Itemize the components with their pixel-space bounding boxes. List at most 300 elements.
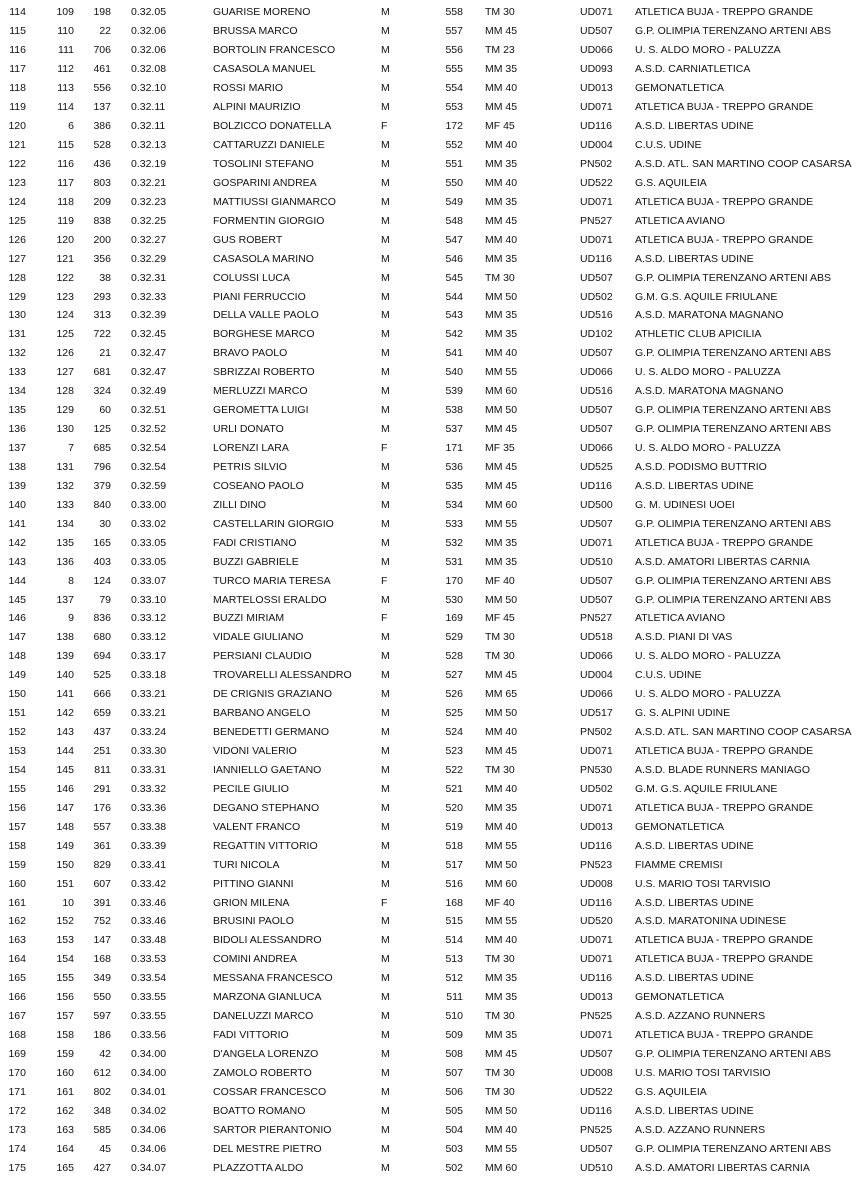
club-name: G.P. OLIMPIA TERENZANO ARTENI ABS — [635, 347, 832, 360]
athlete-name: COSSAR FRANCESCO — [213, 1085, 327, 1098]
bib-number: 22 — [99, 25, 111, 38]
table-row — [0, 514, 860, 533]
bib-number: 200 — [93, 233, 111, 246]
gender-position: 129 — [56, 404, 74, 417]
category: MM 40 — [485, 782, 518, 795]
finish-time: 0.33.00 — [131, 498, 167, 511]
club-code: UD013 — [580, 820, 613, 833]
club-name: G.M. G.S. AQUILE FRIULANE — [635, 782, 778, 795]
finish-time: 0.34.07 — [131, 1161, 167, 1174]
sex: M — [381, 820, 390, 833]
athlete-name: BOATTO ROMANO — [213, 1104, 306, 1117]
club-name: FIAMME CREMISI — [635, 858, 723, 871]
points: 502 — [445, 1161, 463, 1174]
overall-position: 162 — [8, 915, 26, 928]
club-name: U.S. MARIO TOSI TARVISIO — [635, 1066, 771, 1079]
gender-position: 121 — [56, 252, 74, 265]
finish-time: 0.32.27 — [131, 233, 167, 246]
club-code: UD013 — [580, 82, 613, 95]
bib-number: 528 — [93, 139, 111, 152]
club-name: ATHLETIC CLUB APICILIA — [635, 328, 762, 341]
sex: M — [381, 290, 390, 303]
overall-position: 175 — [8, 1161, 26, 1174]
table-row — [0, 742, 860, 761]
category: MM 35 — [485, 972, 518, 985]
table-row — [0, 950, 860, 969]
finish-time: 0.32.21 — [131, 176, 167, 189]
overall-position: 117 — [9, 63, 26, 76]
club-code: UD507 — [580, 1048, 613, 1061]
athlete-name: CASASOLA MARINO — [213, 252, 314, 265]
bib-number: 659 — [93, 707, 111, 720]
athlete-name: D'ANGELA LORENZO — [213, 1048, 319, 1061]
overall-position: 134 — [8, 385, 26, 398]
category: MM 40 — [485, 934, 518, 947]
category: MM 45 — [485, 669, 518, 682]
bib-number: 198 — [93, 6, 111, 19]
gender-position: 149 — [56, 839, 74, 852]
bib-number: 60 — [99, 404, 111, 417]
athlete-name: TURI NICOLA — [213, 858, 280, 871]
athlete-name: GUARISE MORENO — [213, 6, 311, 19]
finish-time: 0.33.41 — [131, 858, 167, 871]
sex: M — [381, 669, 390, 682]
overall-position: 159 — [8, 858, 26, 871]
club-code: UD507 — [580, 404, 613, 417]
overall-position: 126 — [8, 233, 26, 246]
gender-position: 156 — [56, 991, 74, 1004]
gender-position: 111 — [58, 44, 74, 57]
club-code: UD518 — [580, 631, 613, 644]
bib-number: 680 — [93, 631, 111, 644]
bib-number: 125 — [93, 423, 111, 436]
category: TM 30 — [485, 763, 515, 776]
athlete-name: COMINI ANDREA — [213, 953, 298, 966]
gender-position: 125 — [56, 328, 74, 341]
overall-position: 172 — [8, 1104, 26, 1117]
overall-position: 139 — [8, 479, 26, 492]
club-name: A.S.D. AMATORI LIBERTAS CARNIA — [635, 1161, 810, 1174]
finish-time: 0.32.52 — [131, 423, 167, 436]
category: MM 60 — [485, 1161, 518, 1174]
points: 534 — [445, 498, 463, 511]
points: 557 — [445, 25, 463, 38]
points: 521 — [445, 782, 463, 795]
table-row — [0, 590, 860, 609]
club-code: UD116 — [580, 252, 612, 265]
overall-position: 147 — [8, 631, 26, 644]
club-code: UD507 — [580, 271, 613, 284]
finish-time: 0.32.11 — [131, 101, 166, 114]
points: 553 — [445, 101, 463, 114]
overall-position: 118 — [9, 82, 26, 95]
athlete-name: ZILLI DINO — [213, 498, 267, 511]
bib-number: 811 — [94, 763, 111, 776]
overall-position: 167 — [8, 1010, 26, 1023]
category: TM 30 — [485, 1010, 515, 1023]
overall-position: 136 — [8, 423, 26, 436]
finish-time: 0.33.17 — [131, 650, 167, 663]
category: TM 30 — [485, 271, 515, 284]
category: MM 35 — [485, 63, 518, 76]
points: 515 — [445, 915, 463, 928]
table-row — [0, 192, 860, 211]
table-row — [0, 136, 860, 155]
bib-number: 186 — [93, 1029, 111, 1042]
table-row — [0, 685, 860, 704]
overall-position: 123 — [8, 176, 26, 189]
points: 504 — [445, 1123, 463, 1136]
points: 538 — [445, 404, 463, 417]
athlete-name: VALENT FRANCO — [213, 820, 301, 833]
club-code: UD102 — [580, 328, 613, 341]
club-code: UD516 — [580, 309, 613, 322]
category: MM 55 — [485, 915, 518, 928]
club-name: G.P. OLIMPIA TERENZANO ARTENI ABS — [635, 423, 832, 436]
club-code: UD522 — [580, 176, 613, 189]
overall-position: 121 — [8, 139, 26, 152]
club-name: G.S. AQUILEIA — [635, 176, 707, 189]
club-name: A.S.D. LIBERTAS UDINE — [635, 896, 754, 909]
bib-number: 525 — [93, 669, 111, 682]
table-row — [0, 363, 860, 382]
club-code: UD013 — [580, 991, 613, 1004]
gender-position: 164 — [56, 1142, 74, 1155]
club-code: UD071 — [580, 101, 613, 114]
overall-position: 120 — [8, 120, 26, 133]
points: 549 — [445, 195, 463, 208]
finish-time: 0.33.21 — [131, 688, 167, 701]
club-name: ATLETICA AVIANO — [635, 612, 726, 625]
gender-position: 115 — [57, 139, 74, 152]
finish-time: 0.33.05 — [131, 555, 167, 568]
gender-position: 135 — [56, 536, 74, 549]
gender-position: 126 — [56, 347, 74, 360]
overall-position: 156 — [8, 801, 26, 814]
sex: M — [381, 1048, 390, 1061]
gender-position: 10 — [62, 896, 74, 909]
points: 516 — [445, 877, 463, 890]
club-code: UD507 — [580, 517, 613, 530]
gender-position: 109 — [56, 6, 74, 19]
club-code: UD116 — [580, 896, 612, 909]
athlete-name: IANNIELLO GAETANO — [213, 763, 322, 776]
gender-position: 158 — [56, 1029, 74, 1042]
club-name: A.S.D. LIBERTAS UDINE — [635, 1104, 754, 1117]
points: 503 — [445, 1142, 463, 1155]
finish-time: 0.33.07 — [131, 574, 167, 587]
table-row — [0, 533, 860, 552]
points: 507 — [445, 1066, 463, 1079]
sex: M — [381, 63, 390, 76]
sex: F — [381, 574, 388, 587]
points: 532 — [445, 536, 463, 549]
club-name: U.S. MARIO TOSI TARVISIO — [635, 877, 771, 890]
gender-position: 130 — [56, 423, 74, 436]
club-name: ATLETICA BUJA - TREPPO GRANDE — [635, 934, 814, 947]
points: 558 — [445, 6, 463, 19]
table-row — [0, 704, 860, 723]
finish-time: 0.33.30 — [131, 745, 167, 758]
overall-position: 130 — [8, 309, 26, 322]
overall-position: 114 — [9, 6, 26, 19]
points: 509 — [445, 1029, 463, 1042]
overall-position: 155 — [8, 782, 26, 795]
bib-number: 209 — [93, 195, 111, 208]
club-name: U. S. ALDO MORO - PALUZZA — [635, 366, 781, 379]
overall-position: 142 — [8, 536, 26, 549]
club-name: G.P. OLIMPIA TERENZANO ARTENI ABS — [635, 1142, 832, 1155]
category: MM 50 — [485, 707, 518, 720]
points: 546 — [445, 252, 463, 265]
club-name: ATLETICA BUJA - TREPPO GRANDE — [635, 953, 814, 966]
sex: M — [381, 1010, 390, 1023]
category: MM 60 — [485, 877, 518, 890]
points: 519 — [445, 820, 463, 833]
bib-number: 838 — [93, 214, 111, 227]
category: MM 50 — [485, 290, 518, 303]
club-code: PN523 — [580, 858, 613, 871]
points: 544 — [445, 290, 463, 303]
club-code: UD071 — [580, 195, 613, 208]
club-name: A.S.D. BLADE RUNNERS MANIAGO — [635, 763, 811, 776]
table-row — [0, 495, 860, 514]
sex: M — [381, 176, 390, 189]
overall-position: 119 — [9, 101, 26, 114]
club-code: UD116 — [580, 972, 612, 985]
points: 169 — [445, 612, 463, 625]
sex: M — [381, 688, 390, 701]
finish-time: 0.32.31 — [131, 271, 167, 284]
club-name: G.P. OLIMPIA TERENZANO ARTENI ABS — [635, 25, 832, 38]
club-code: PN525 — [580, 1010, 613, 1023]
club-name: ATLETICA BUJA - TREPPO GRANDE — [635, 233, 814, 246]
athlete-name: GOSPARINI ANDREA — [213, 176, 317, 189]
club-code: UD071 — [580, 1029, 613, 1042]
bib-number: 251 — [93, 745, 111, 758]
bib-number: 840 — [93, 498, 111, 511]
athlete-name: PECILE GIULIO — [213, 782, 289, 795]
club-code: UD502 — [580, 782, 613, 795]
bib-number: 803 — [93, 176, 111, 189]
points: 510 — [445, 1010, 463, 1023]
overall-position: 127 — [8, 252, 26, 265]
gender-position: 157 — [56, 1010, 74, 1023]
athlete-name: FADI VITTORIO — [213, 1029, 289, 1042]
table-row — [0, 647, 860, 666]
bib-number: 349 — [93, 972, 111, 985]
finish-time: 0.33.54 — [131, 972, 167, 985]
bib-number: 427 — [93, 1161, 111, 1174]
table-row — [0, 1139, 860, 1158]
athlete-name: DANELUZZI MARCO — [213, 1010, 314, 1023]
athlete-name: BIDOLI ALESSANDRO — [213, 934, 322, 947]
table-row — [0, 476, 860, 495]
club-name: ATLETICA BUJA - TREPPO GRANDE — [635, 195, 814, 208]
table-row — [0, 211, 860, 230]
gender-position: 7 — [68, 442, 74, 455]
gender-position: 118 — [57, 195, 74, 208]
table-row — [0, 117, 860, 136]
category: TM 30 — [485, 1085, 515, 1098]
gender-position: 150 — [56, 858, 74, 871]
gender-position: 139 — [56, 650, 74, 663]
bib-number: 168 — [93, 953, 111, 966]
points: 522 — [445, 763, 463, 776]
overall-position: 157 — [8, 820, 26, 833]
overall-position: 135 — [8, 404, 26, 417]
overall-position: 143 — [8, 555, 26, 568]
club-name: A.S.D. ATL. SAN MARTINO COOP CASARSA — [635, 726, 852, 739]
points: 523 — [445, 745, 463, 758]
category: TM 30 — [485, 631, 515, 644]
club-name: G.P. OLIMPIA TERENZANO ARTENI ABS — [635, 517, 832, 530]
athlete-name: BRAVO PAOLO — [213, 347, 288, 360]
club-code: UD116 — [580, 1104, 612, 1117]
finish-time: 0.32.11 — [131, 120, 166, 133]
gender-position: 9 — [68, 612, 74, 625]
sex: M — [381, 745, 390, 758]
athlete-name: DE CRIGNIS GRAZIANO — [213, 688, 333, 701]
club-code: UD071 — [580, 233, 613, 246]
table-row — [0, 1158, 860, 1177]
gender-position: 8 — [68, 574, 74, 587]
finish-time: 0.33.46 — [131, 915, 167, 928]
sex: M — [381, 139, 390, 152]
sex: M — [381, 726, 390, 739]
points: 548 — [445, 214, 463, 227]
category: TM 30 — [485, 650, 515, 663]
bib-number: 685 — [93, 442, 111, 455]
bib-number: 557 — [93, 820, 111, 833]
category: MM 45 — [485, 423, 518, 436]
table-row — [0, 458, 860, 477]
sex: M — [381, 25, 390, 38]
bib-number: 437 — [93, 726, 111, 739]
athlete-name: BOLZICCO DONATELLA — [213, 120, 332, 133]
club-name: GEMONATLETICA — [635, 991, 725, 1004]
athlete-name: SARTOR PIERANTONIO — [213, 1123, 332, 1136]
club-code: PN502 — [580, 726, 613, 739]
athlete-name: ZAMOLO ROBERTO — [213, 1066, 312, 1079]
club-code: UD507 — [580, 1142, 613, 1155]
overall-position: 161 — [8, 896, 26, 909]
points: 172 — [445, 120, 463, 133]
bib-number: 550 — [93, 991, 111, 1004]
bib-number: 666 — [93, 688, 111, 701]
category: MF 45 — [485, 612, 515, 625]
sex: M — [381, 1161, 390, 1174]
sex: M — [381, 1085, 390, 1098]
points: 533 — [445, 517, 463, 530]
bib-number: 379 — [93, 479, 111, 492]
athlete-name: COSEANO PAOLO — [213, 479, 304, 492]
gender-position: 138 — [56, 631, 74, 644]
club-name: C.U.S. UDINE — [635, 669, 702, 682]
table-row — [0, 1082, 860, 1101]
points: 552 — [445, 139, 463, 152]
finish-time: 0.33.10 — [131, 593, 167, 606]
bib-number: 176 — [93, 801, 111, 814]
sex: M — [381, 252, 390, 265]
sex: M — [381, 877, 390, 890]
bib-number: 291 — [93, 782, 111, 795]
finish-time: 0.34.06 — [131, 1142, 167, 1155]
sex: M — [381, 195, 390, 208]
overall-position: 171 — [8, 1085, 26, 1098]
points: 512 — [445, 972, 463, 985]
category: MM 40 — [485, 1123, 518, 1136]
table-row — [0, 155, 860, 174]
athlete-name: GEROMETTA LUIGI — [213, 404, 309, 417]
points: 513 — [445, 953, 463, 966]
gender-position: 124 — [56, 309, 74, 322]
table-row — [0, 1101, 860, 1120]
points: 550 — [445, 176, 463, 189]
athlete-name: MERLUZZI MARCO — [213, 385, 308, 398]
category: MM 35 — [485, 991, 518, 1004]
club-code: UD510 — [580, 555, 613, 568]
club-code: UD071 — [580, 745, 613, 758]
sex: M — [381, 44, 390, 57]
points: 518 — [445, 839, 463, 852]
finish-time: 0.34.02 — [131, 1104, 167, 1117]
table-row — [0, 98, 860, 117]
sex: M — [381, 498, 390, 511]
category: MM 50 — [485, 404, 518, 417]
overall-position: 154 — [8, 763, 26, 776]
athlete-name: PITTINO GIANNI — [213, 877, 294, 890]
bib-number: 324 — [93, 385, 111, 398]
overall-position: 137 — [8, 442, 26, 455]
finish-time: 0.33.42 — [131, 877, 167, 890]
table-row — [0, 382, 860, 401]
category: MM 50 — [485, 593, 518, 606]
table-row — [0, 22, 860, 41]
table-row — [0, 41, 860, 60]
athlete-name: SBRIZZAI ROBERTO — [213, 366, 315, 379]
overall-position: 165 — [8, 972, 26, 985]
category: MM 55 — [485, 517, 518, 530]
athlete-name: REGATTIN VITTORIO — [213, 839, 318, 852]
athlete-name: FORMENTIN GIORGIO — [213, 214, 325, 227]
sex: M — [381, 157, 390, 170]
gender-position: 153 — [56, 934, 74, 947]
table-row — [0, 60, 860, 79]
sex: M — [381, 479, 390, 492]
category: MM 45 — [485, 25, 518, 38]
finish-time: 0.33.32 — [131, 782, 167, 795]
finish-time: 0.33.12 — [131, 631, 167, 644]
finish-time: 0.32.19 — [131, 157, 167, 170]
sex: F — [381, 896, 388, 909]
gender-position: 152 — [56, 915, 74, 928]
finish-time: 0.32.59 — [131, 479, 167, 492]
club-code: UD507 — [580, 25, 613, 38]
athlete-name: PIANI FERRUCCIO — [213, 290, 306, 303]
club-name: A.S.D. PIANI DI VAS — [635, 631, 733, 644]
bib-number: 585 — [93, 1123, 111, 1136]
athlete-name: CASTELLARIN GIORGIO — [213, 517, 334, 530]
overall-position: 152 — [8, 726, 26, 739]
athlete-name: DEGANO STEPHANO — [213, 801, 320, 814]
gender-position: 162 — [56, 1104, 74, 1117]
sex: M — [381, 309, 390, 322]
club-code: UD520 — [580, 915, 613, 928]
sex: M — [381, 915, 390, 928]
overall-position: 141 — [8, 517, 26, 530]
finish-time: 0.33.46 — [131, 896, 167, 909]
